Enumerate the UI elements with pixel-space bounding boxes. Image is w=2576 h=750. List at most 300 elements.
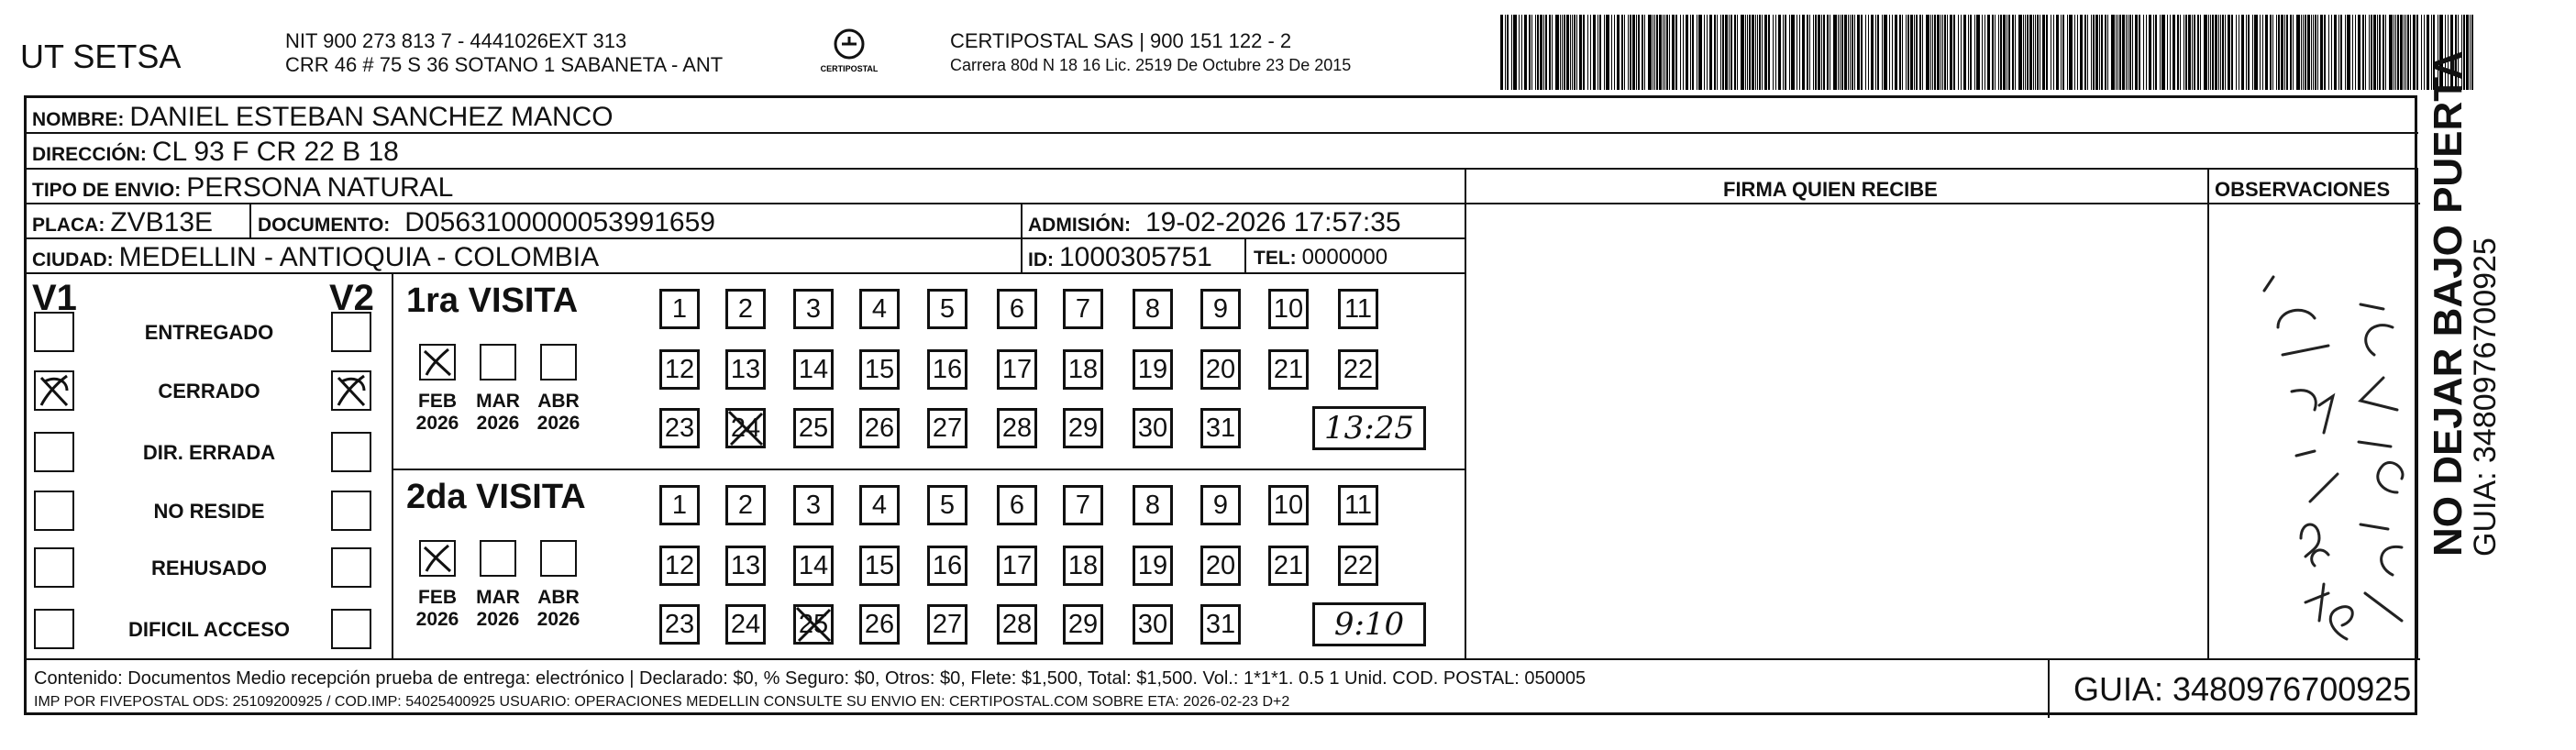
recipient-address-row bbox=[32, 137, 399, 168]
day-box[interactable]: 23 bbox=[659, 408, 700, 448]
barcode-bar bbox=[1683, 15, 1684, 90]
barcode-bar bbox=[2160, 15, 2161, 90]
barcode-bar bbox=[1529, 15, 1531, 90]
barcode-bar bbox=[2208, 15, 2209, 90]
day-box[interactable]: 25 bbox=[793, 604, 834, 645]
month-checkbox[interactable] bbox=[480, 344, 516, 381]
barcode-bar bbox=[2177, 15, 2179, 90]
barcode-bar bbox=[1963, 15, 1966, 90]
tel-value: 0000000 bbox=[1301, 245, 1388, 270]
side-guia: GUIA: 3480976700925 bbox=[2468, 237, 2503, 557]
barcode-bar bbox=[2334, 15, 2337, 90]
day-box[interactable]: 8 bbox=[1133, 485, 1173, 525]
barcode-bar bbox=[1807, 15, 1808, 90]
barcode-bar bbox=[1868, 15, 1869, 90]
logo-text: CERTIPOSTAL bbox=[820, 64, 879, 73]
barcode-bar bbox=[1833, 15, 1837, 90]
nombre-label: NOMBRE: bbox=[32, 109, 125, 130]
day-box[interactable]: 19 bbox=[1133, 349, 1173, 390]
barcode-bar bbox=[1570, 15, 1571, 90]
barcode-bar bbox=[2087, 15, 2088, 90]
barcode-bar bbox=[2395, 15, 2396, 90]
certipostal-id: CERTIPOSTAL SAS | 900 151 122 - 2 bbox=[950, 29, 1292, 52]
barcode-bar bbox=[2471, 15, 2473, 90]
day-box[interactable]: 24 bbox=[725, 604, 766, 645]
barcode-bar bbox=[1791, 15, 1795, 90]
barcode-bar bbox=[1621, 15, 1623, 90]
admision-value: 19-02-2026 17:57:35 bbox=[1145, 207, 1401, 237]
admision-label: ADMISIÓN: bbox=[1028, 215, 1131, 236]
barcode-bar bbox=[2122, 15, 2125, 90]
barcode-bar bbox=[2347, 15, 2350, 90]
month-label bbox=[533, 588, 584, 630]
day-box[interactable]: 14 bbox=[793, 546, 834, 586]
observaciones-header: OBSERVACIONES bbox=[2215, 178, 2391, 201]
day-box[interactable]: 7 bbox=[1063, 485, 1103, 525]
day-box[interactable]: 6 bbox=[997, 289, 1037, 329]
day-box[interactable]: 17 bbox=[997, 546, 1037, 586]
barcode-bar bbox=[2313, 15, 2314, 90]
day-box[interactable]: 10 bbox=[1268, 485, 1309, 525]
day-box[interactable]: 8 bbox=[1133, 289, 1173, 329]
barcode-bar bbox=[2270, 15, 2272, 90]
day-box[interactable]: 22 bbox=[1338, 349, 1378, 390]
day-box[interactable]: 17 bbox=[997, 349, 1037, 390]
barcode-bar bbox=[2111, 15, 2115, 90]
tel-row bbox=[1254, 245, 1388, 270]
barcode-bar bbox=[1914, 15, 1915, 90]
barcode-bar bbox=[1865, 15, 1866, 90]
barcode-bar bbox=[1848, 15, 1849, 90]
barcode-bar bbox=[2023, 15, 2024, 90]
barcode-bar bbox=[1537, 15, 1539, 90]
certipostal-address: Carrera 80d N 18 16 Lic. 2519 De Octubre 23 De 2015 bbox=[950, 56, 1352, 74]
barcode-bar bbox=[2056, 15, 2059, 90]
company-nit: NIT 900 273 813 7 - 4441026EXT 313 bbox=[285, 29, 627, 52]
barcode-bar bbox=[2400, 15, 2403, 90]
barcode-bar bbox=[1669, 15, 1670, 90]
day-box[interactable]: 5 bbox=[927, 289, 967, 329]
barcode-bar bbox=[1690, 15, 1691, 90]
barcode-bar bbox=[1902, 15, 1903, 90]
barcode-bar bbox=[1958, 15, 1959, 90]
day-box[interactable]: 30 bbox=[1133, 604, 1173, 645]
barcode-bar bbox=[1648, 15, 1652, 90]
barcode-bar bbox=[1519, 15, 1520, 90]
barcode-bar bbox=[2033, 15, 2034, 90]
barcode-bar bbox=[1672, 15, 1675, 90]
barcode-bar bbox=[1861, 15, 1863, 90]
barcode-bar bbox=[2345, 15, 2346, 90]
barcode-bar bbox=[2254, 15, 2258, 90]
day-box[interactable]: 30 bbox=[1133, 408, 1173, 448]
barcode-bar bbox=[1583, 15, 1585, 90]
placa-value: ZVB13E bbox=[110, 207, 214, 237]
barcode-bar bbox=[1809, 15, 1810, 90]
barcode-bar bbox=[2379, 15, 2381, 90]
month-name: ABR bbox=[537, 587, 580, 608]
day-box[interactable]: 10 bbox=[1268, 289, 1309, 329]
barcode-bar bbox=[1590, 15, 1591, 90]
barcode-bar bbox=[1722, 15, 1724, 90]
day-box[interactable]: 31 bbox=[1200, 408, 1241, 448]
barcode-bar bbox=[1773, 15, 1774, 90]
barcode-bar bbox=[1630, 15, 1631, 90]
barcode-bar bbox=[1932, 15, 1933, 90]
firma-header: FIRMA QUIEN RECIBE bbox=[1723, 178, 1938, 201]
day-box[interactable]: 3 bbox=[793, 485, 834, 525]
barcode-bar bbox=[1953, 15, 1955, 90]
barcode-bar bbox=[1531, 15, 1532, 90]
barcode-bar bbox=[2407, 15, 2409, 90]
visit-hour: 13:25 bbox=[1312, 406, 1426, 450]
barcode-bar bbox=[2281, 15, 2283, 90]
day-box[interactable]: 5 bbox=[927, 485, 967, 525]
barcode-bar bbox=[1604, 15, 1605, 90]
barcode-bar bbox=[1906, 15, 1907, 90]
day-box[interactable]: 6 bbox=[997, 485, 1037, 525]
barcode-bar bbox=[2410, 15, 2411, 90]
day-box[interactable]: 20 bbox=[1200, 349, 1241, 390]
day-box[interactable]: 24 bbox=[725, 408, 766, 448]
barcode-bar bbox=[2126, 15, 2127, 90]
month-year: 2026 bbox=[415, 609, 459, 631]
id-value: 1000305751 bbox=[1059, 242, 1212, 272]
month-checkbox[interactable] bbox=[540, 344, 577, 381]
barcode-bar bbox=[1680, 15, 1681, 90]
day-box[interactable]: 12 bbox=[659, 546, 700, 586]
day-box[interactable]: 18 bbox=[1063, 349, 1103, 390]
day-box[interactable]: 1 bbox=[659, 289, 700, 329]
day-box[interactable]: 19 bbox=[1133, 546, 1173, 586]
barcode-bar bbox=[2061, 15, 2062, 90]
barcode-bar bbox=[1599, 15, 1601, 90]
barcode-bar bbox=[2377, 15, 2378, 90]
barcode-bar bbox=[1926, 15, 1929, 90]
day-box[interactable]: 13 bbox=[725, 349, 766, 390]
month-label bbox=[472, 392, 524, 434]
barcode-bar bbox=[2003, 15, 2006, 90]
barcode-bar bbox=[1698, 15, 1702, 90]
barcode-bar bbox=[1729, 15, 1730, 90]
barcode-bar bbox=[1995, 15, 1996, 90]
barcode-bar bbox=[1844, 15, 1847, 90]
barcode-bar bbox=[1775, 15, 1776, 90]
month-checkbox[interactable] bbox=[540, 540, 577, 577]
day-box[interactable]: 26 bbox=[859, 604, 900, 645]
barcode-bar bbox=[2132, 15, 2133, 90]
barcode-bar bbox=[2107, 15, 2108, 90]
ciudad-value: MEDELLIN - ANTIOQUIA - COLOMBIA bbox=[118, 242, 600, 272]
day-box[interactable]: 22 bbox=[1338, 546, 1378, 586]
barcode-bar bbox=[1947, 15, 1948, 90]
barcode-bar bbox=[2153, 15, 2154, 90]
documento-value: D0563100000053991659 bbox=[404, 207, 715, 237]
month-label bbox=[533, 392, 584, 434]
barcode-bar bbox=[1540, 15, 1542, 90]
barcode-bar bbox=[1642, 15, 1643, 90]
day-box[interactable]: 16 bbox=[927, 546, 967, 586]
day-box[interactable]: 4 bbox=[859, 289, 900, 329]
month-year: 2026 bbox=[476, 413, 520, 435]
month-label bbox=[472, 588, 524, 630]
barcode-bar bbox=[2413, 15, 2416, 90]
barcode-bar bbox=[2340, 15, 2342, 90]
barcode-bar bbox=[2328, 15, 2329, 90]
barcode-bar bbox=[1922, 15, 1923, 90]
barcode-bar bbox=[2303, 15, 2304, 90]
barcode-bar bbox=[1513, 15, 1517, 90]
ciudad-row bbox=[32, 242, 599, 273]
barcode-bar bbox=[2416, 15, 2418, 90]
barcode-bar bbox=[2397, 15, 2399, 90]
barcode-bar bbox=[1857, 15, 1860, 90]
barcode-bar bbox=[2180, 15, 2181, 90]
day-box[interactable]: 2 bbox=[725, 485, 766, 525]
barcode-bar bbox=[1725, 15, 1728, 90]
barcode-bar bbox=[2241, 15, 2244, 90]
barcode-bar bbox=[2042, 15, 2045, 90]
barcode-bar bbox=[1632, 15, 1635, 90]
barcode-bar bbox=[2084, 15, 2086, 90]
barcode-bar bbox=[2170, 15, 2171, 90]
month-name: MAR bbox=[476, 391, 520, 412]
barcode-bar bbox=[1741, 15, 1744, 90]
barcode-bar bbox=[1574, 15, 1575, 90]
barcode-bar bbox=[1768, 15, 1770, 90]
recipient-address: CL 93 F CR 22 B 18 bbox=[151, 137, 399, 167]
placa-row bbox=[32, 207, 213, 238]
barcode-bar bbox=[2290, 15, 2292, 90]
barcode-bar bbox=[1737, 15, 1738, 90]
certipostal-logo bbox=[814, 26, 884, 81]
month-label bbox=[412, 392, 463, 434]
barcode-bar bbox=[1930, 15, 1931, 90]
v2-header: V2 bbox=[329, 278, 374, 318]
barcode-bar bbox=[2252, 15, 2253, 90]
day-box[interactable]: 15 bbox=[859, 349, 900, 390]
month-name: FEB bbox=[418, 587, 457, 608]
barcode-bar bbox=[2365, 15, 2366, 90]
barcode-bar bbox=[2228, 15, 2230, 90]
barcode-bar bbox=[1579, 15, 1582, 90]
barcode-bar bbox=[1987, 15, 1990, 90]
barcode-bar bbox=[1950, 15, 1952, 90]
day-box[interactable]: 28 bbox=[997, 604, 1037, 645]
day-box[interactable]: 14 bbox=[793, 349, 834, 390]
visit-hour: 9:10 bbox=[1312, 602, 1426, 646]
day-box[interactable]: 25 bbox=[793, 408, 834, 448]
day-box[interactable]: 9 bbox=[1200, 485, 1241, 525]
barcode-bar bbox=[1783, 15, 1784, 90]
barcode-bar bbox=[1882, 15, 1883, 90]
barcode-bar bbox=[1823, 15, 1825, 90]
barcode-bar bbox=[1910, 15, 1913, 90]
v1-header: V1 bbox=[32, 278, 77, 318]
footer-content: Contenido: Documentos Medio recepción prueba de entrega: electrónico | Declarado: $0, % Seguro: $0, Otros: $0, Flete: $1,500, Total: $1,500. Vol.: 1*1*1. 0.5 1 Unid. COD. POSTAL: 050005 bbox=[34, 668, 1587, 689]
check-mark-icon bbox=[421, 346, 454, 379]
barcode-bar bbox=[1759, 15, 1761, 90]
barcode-bar bbox=[2074, 15, 2075, 90]
status-label: ENTREGADO bbox=[144, 321, 274, 344]
month-checkbox[interactable] bbox=[419, 540, 456, 577]
barcode-bar bbox=[1919, 15, 1921, 90]
barcode-bar bbox=[1734, 15, 1736, 90]
barcode-bar bbox=[1543, 15, 1544, 90]
barcode-bar bbox=[2421, 15, 2422, 90]
barcode-bar bbox=[1916, 15, 1918, 90]
day-box[interactable]: 13 bbox=[725, 546, 766, 586]
barcode-bar bbox=[2027, 15, 2029, 90]
barcode-bar bbox=[2188, 15, 2191, 90]
barcode-bar bbox=[1659, 15, 1662, 90]
barcode-bar bbox=[2373, 15, 2376, 90]
barcode-bar bbox=[1704, 15, 1705, 90]
barcode-bar bbox=[1899, 15, 1901, 90]
barcode bbox=[1500, 15, 2480, 90]
day-box[interactable]: 9 bbox=[1200, 289, 1241, 329]
day-box[interactable]: 28 bbox=[997, 408, 1037, 448]
day-box[interactable]: 20 bbox=[1200, 546, 1241, 586]
barcode-bar bbox=[1617, 15, 1620, 90]
barcode-bar bbox=[1815, 15, 1817, 90]
admision-row bbox=[1028, 207, 1401, 238]
barcode-bar bbox=[1961, 15, 1962, 90]
barcode-bar bbox=[1566, 15, 1569, 90]
month-checkbox[interactable] bbox=[419, 344, 456, 381]
barcode-bar bbox=[2307, 15, 2310, 90]
barcode-bar bbox=[2091, 15, 2092, 90]
day-box[interactable]: 27 bbox=[927, 604, 967, 645]
barcode-bar bbox=[1799, 15, 1800, 90]
barcode-bar bbox=[2389, 15, 2393, 90]
day-box[interactable]: 1 bbox=[659, 485, 700, 525]
barcode-bar bbox=[2101, 15, 2103, 90]
tel-label: TEL: bbox=[1254, 248, 1297, 269]
status-label: DIFICIL ACCESO bbox=[127, 618, 290, 641]
barcode-bar bbox=[2276, 15, 2277, 90]
barcode-bar bbox=[2116, 15, 2117, 90]
barcode-bar bbox=[2385, 15, 2386, 90]
barcode-bar bbox=[1717, 15, 1718, 90]
month-name: FEB bbox=[418, 391, 457, 412]
barcode-bar bbox=[1611, 15, 1612, 90]
day-box[interactable]: 23 bbox=[659, 604, 700, 645]
day-box[interactable]: 27 bbox=[927, 408, 967, 448]
barcode-bar bbox=[2161, 15, 2165, 90]
day-box[interactable]: 3 bbox=[793, 289, 834, 329]
barcode-bar bbox=[2218, 15, 2219, 90]
barcode-bar bbox=[1818, 15, 1820, 90]
barcode-bar bbox=[2404, 15, 2405, 90]
barcode-bar bbox=[2069, 15, 2073, 90]
barcode-bar bbox=[1970, 15, 1972, 90]
barcode-bar bbox=[1827, 15, 1829, 90]
barcode-bar bbox=[1757, 15, 1758, 90]
month-label bbox=[412, 588, 463, 630]
day-box[interactable]: 21 bbox=[1268, 349, 1309, 390]
barcode-bar bbox=[1852, 15, 1853, 90]
day-box[interactable]: 15 bbox=[859, 546, 900, 586]
barcode-bar bbox=[2146, 15, 2147, 90]
barcode-bar bbox=[1802, 15, 1805, 90]
barcode-bar bbox=[2155, 15, 2157, 90]
barcode-bar bbox=[1614, 15, 1615, 90]
barcode-bar bbox=[1524, 15, 1527, 90]
barcode-bar bbox=[1535, 15, 1536, 90]
barcode-bar bbox=[2015, 15, 2016, 90]
day-box[interactable]: 26 bbox=[859, 408, 900, 448]
barcode-bar bbox=[2185, 15, 2187, 90]
barcode-bar bbox=[2231, 15, 2233, 90]
id-row bbox=[1028, 242, 1212, 273]
barcode-bar bbox=[1998, 15, 1999, 90]
barcode-bar bbox=[1545, 15, 1547, 90]
barcode-bar bbox=[2369, 15, 2370, 90]
barcode-bar bbox=[1940, 15, 1941, 90]
barcode-bar bbox=[1907, 15, 1909, 90]
barcode-bar bbox=[2286, 15, 2288, 90]
day-box[interactable]: 2 bbox=[725, 289, 766, 329]
ciudad-label: CIUDAD: bbox=[32, 249, 114, 270]
barcode-bar bbox=[1840, 15, 1841, 90]
day-box[interactable]: 12 bbox=[659, 349, 700, 390]
day-box[interactable]: 11 bbox=[1338, 289, 1378, 329]
day-box[interactable]: 29 bbox=[1063, 604, 1103, 645]
day-box[interactable]: 21 bbox=[1268, 546, 1309, 586]
barcode-bar bbox=[2192, 15, 2193, 90]
barcode-bar bbox=[1974, 15, 1975, 90]
direccion-label: DIRECCIÓN: bbox=[32, 144, 147, 165]
day-box[interactable]: 4 bbox=[859, 485, 900, 525]
company-name: UT SETSA bbox=[20, 38, 182, 75]
day-box[interactable]: 7 bbox=[1063, 289, 1103, 329]
barcode-bar bbox=[2172, 15, 2175, 90]
barcode-bar bbox=[2197, 15, 2199, 90]
guia-number: GUIA: 3480976700925 bbox=[2073, 670, 2412, 708]
day-box[interactable]: 18 bbox=[1063, 546, 1103, 586]
barcode-bar bbox=[1778, 15, 1781, 90]
month-checkbox[interactable] bbox=[480, 540, 516, 577]
day-box[interactable]: 29 bbox=[1063, 408, 1103, 448]
barcode-bar bbox=[2278, 15, 2280, 90]
barcode-bar bbox=[1749, 15, 1751, 90]
barcode-bar bbox=[1841, 15, 1843, 90]
barcode-bar bbox=[1764, 15, 1767, 90]
barcode-bar bbox=[2117, 15, 2118, 90]
day-box[interactable]: 31 bbox=[1200, 604, 1241, 645]
barcode-bar bbox=[1942, 15, 1943, 90]
barcode-bar bbox=[1664, 15, 1665, 90]
barcode-bar bbox=[1692, 15, 1694, 90]
barcode-bar bbox=[2018, 15, 2022, 90]
barcode-bar bbox=[2324, 15, 2326, 90]
barcode-bar bbox=[1730, 15, 1732, 90]
day-box[interactable]: 16 bbox=[927, 349, 967, 390]
barcode-bar bbox=[1821, 15, 1822, 90]
barcode-bar bbox=[2149, 15, 2151, 90]
barcode-bar bbox=[1944, 15, 1946, 90]
barcode-bar bbox=[1663, 15, 1664, 90]
barcode-bar bbox=[2012, 15, 2014, 90]
day-box[interactable]: 11 bbox=[1338, 485, 1378, 525]
barcode-bar bbox=[2212, 15, 2214, 90]
barcode-bar bbox=[2067, 15, 2068, 90]
no-dejar-bajo-puerta: NO DEJAR BAJO PUERTA bbox=[2426, 50, 2471, 557]
month-year: 2026 bbox=[415, 413, 459, 435]
barcode-bar bbox=[1686, 15, 1688, 90]
barcode-bar bbox=[2167, 15, 2168, 90]
